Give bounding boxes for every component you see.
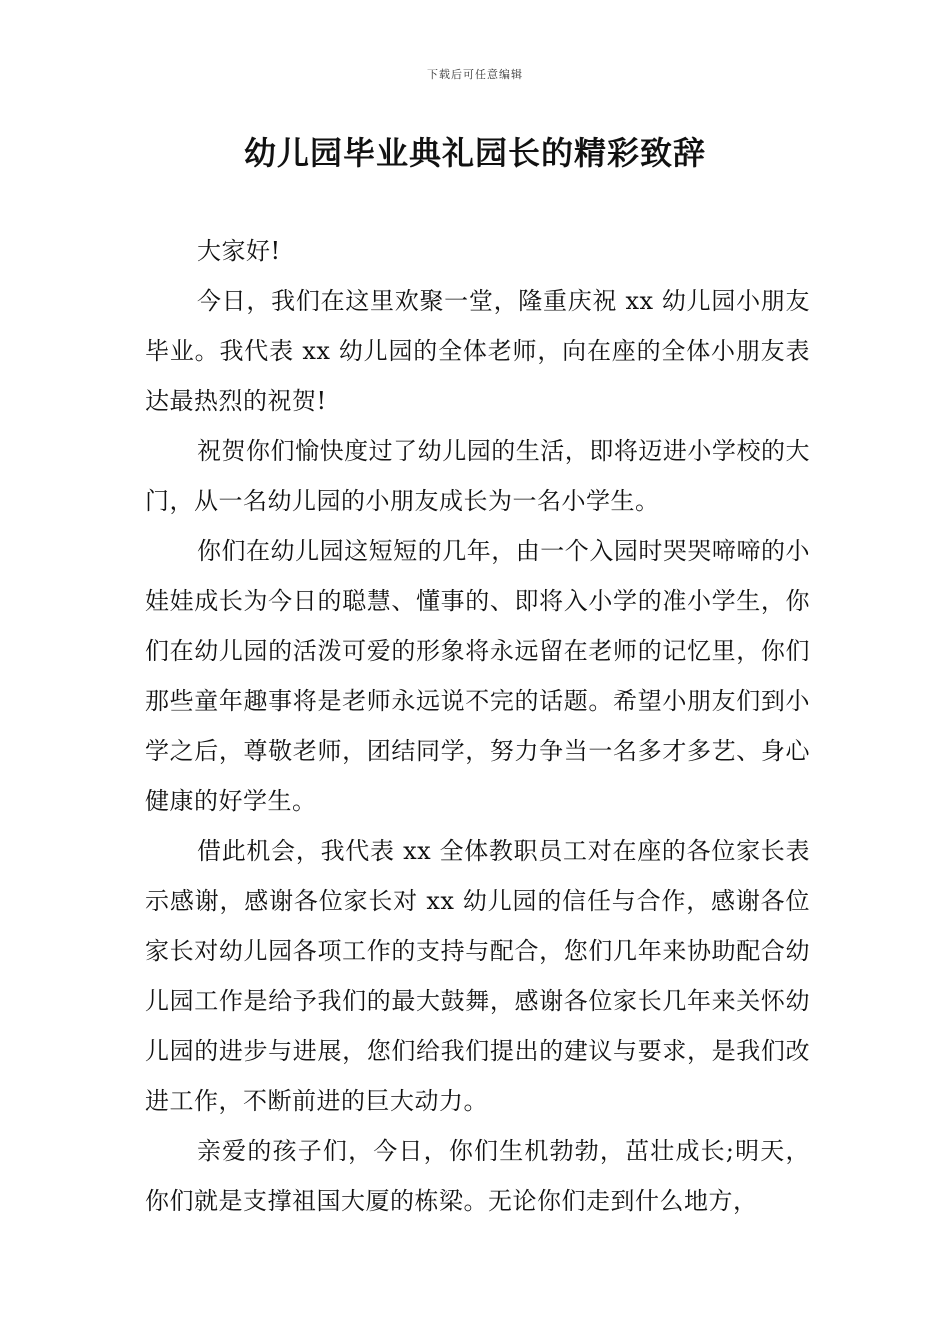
- header-note: 下载后可任意编辑: [427, 68, 523, 81]
- document-title: 幼儿园毕业典礼园长的精彩致辞: [243, 134, 706, 172]
- document-body: [145, 226, 810, 1226]
- paragraph: 借此机会，我代表 xx 全体教职员工对在座的各位家长表示感谢，感谢各位家长对 xx 幼儿园的信任与合作，感谢各位家长对幼儿园各项工作的支持与配合，您们几年来协助配合幼儿园工作是给予我们的最大鼓舞，感谢各位家长几年来关怀幼儿园的进步与进展，您们给我们提出的建议与要求，是我们改进工作，不断前进的巨大动力。: [145, 837, 810, 1115]
- paragraph: 祝贺你们愉快度过了幼儿园的生活，即将迈进小学校的大门，从一名幼儿园的小朋友成长为一名小学生。: [145, 437, 810, 515]
- paragraph: 你们在幼儿园这短短的几年，由一个入园时哭哭啼啼的小娃娃成长为今日的聪慧、懂事的、即将入小学的准小学生，你们在幼儿园的活泼可爱的形象将永远留在老师的记忆里，你们那些童年趣事将是老师永远说不完的话题。希望小朋友们到小学之后，尊敬老师，团结同学，努力争当一名多才多艺、身心健康的好学生。: [145, 537, 810, 815]
- paragraph: 亲爱的孩子们，今日，你们生机勃勃，茁壮成长;明天，你们就是支撑祖国大厦的栋梁。无论你们走到什么地方，: [145, 1137, 810, 1215]
- paragraph-greeting: 大家好!: [197, 237, 281, 265]
- paragraph: 今日，我们在这里欢聚一堂，隆重庆祝 xx 幼儿园小朋友毕业。我代表 xx 幼儿园的全体老师，向在座的全体小朋友表达最热烈的祝贺!: [145, 287, 810, 415]
